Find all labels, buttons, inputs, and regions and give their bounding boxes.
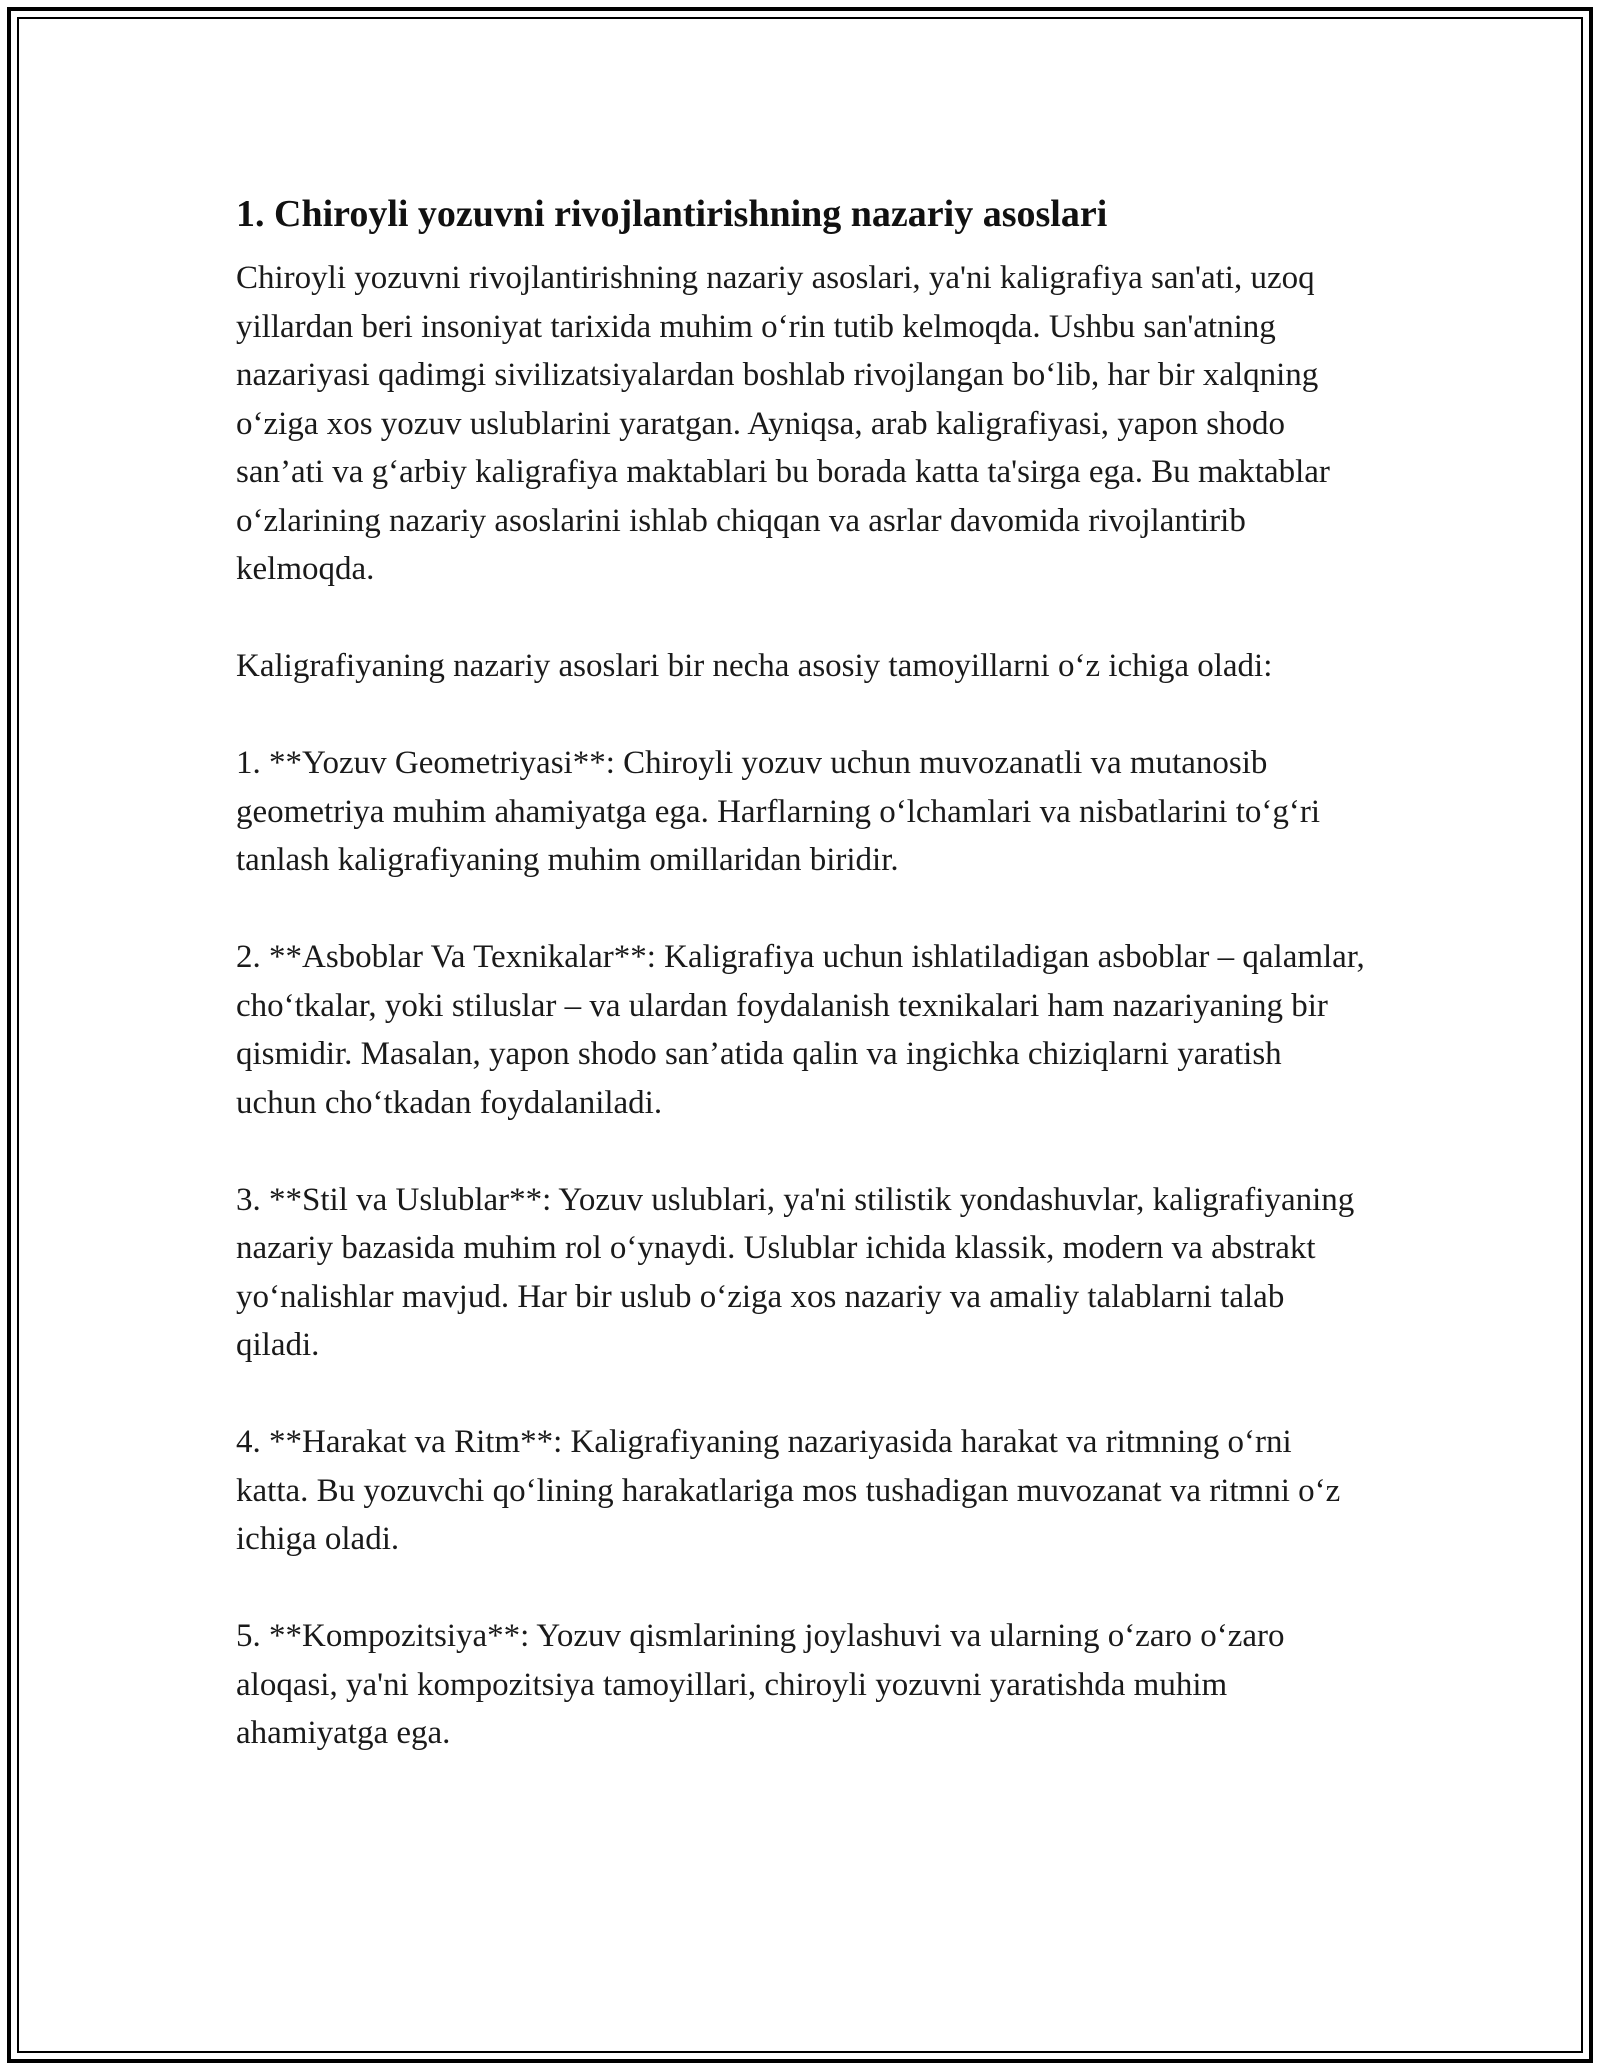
list-item-composition: 5. **Kompozitsiya**: Yozuv qismlarining joylashuvi va ularning o‘zaro o‘zaro aloqasi, ya'ni kompozitsiya tamoyillari, chiroyli yozuvni yaratishda muhim ahamiyatga ega.: [236, 1618, 1285, 1751]
list-item-tools: 2. **Asboblar Va Texnikalar**: Kaligrafiya uchun ishlatiladigan asboblar – qalamlar, cho‘tkalar, yoki stiluslar – va ulardan foydalanish texnikalari ham nazariyaning bir qismidir. Masalan, yapon shodo san’atida qalin va ingichka chiziqlarni yaratish uchun cho‘tkadan foydalaniladi.: [236, 939, 1365, 1121]
principles-intro-paragraph: Kaligrafiyaning nazariy asoslari bir necha asosiy tamoyillarni o‘z ichiga oladi:: [236, 648, 1273, 684]
document-body: [236, 188, 1366, 1806]
list-item-geometry: 1. **Yozuv Geometriyasi**: Chiroyli yozuv uchun muvozanatli va mutanosib geometriya muhim ahamiyatga ega. Harflarning o‘lchamlari va nisbatlarini to‘g‘ri tanlash kaligrafiyaning muhim omillaridan biridir.: [236, 745, 1321, 878]
list-item-rhythm: 4. **Harakat va Ritm**: Kaligrafiyaning nazariyasida harakat va ritmning o‘rni katta. Bu yozuvchi qo‘lining harakatlariga mos tushadigan muvozanat va ritmni o‘z ichiga oladi.: [236, 1424, 1341, 1557]
intro-paragraph: Chiroyli yozuvni rivojlantirishning nazariy asoslari, ya'ni kaligrafiya san'ati, uzoq yillardan beri insoniyat tarixida muhim o‘rin tutib kelmoqda. Ushbu san'atning nazariyasi qadimgi sivilizatsiyalardan boshlab rivojlangan bo‘lib, har bir xalqning o‘ziga xos yozuv uslublarini yaratgan. Ayniqsa, arab kaligrafiyasi, yapon shodo san’ati va g‘arbiy kaligrafiya maktablari bu borada katta ta'sirga ega. Bu maktablar o‘zlarining nazariy asoslarini ishlab chiqqan va asrlar davomida rivojlantirib kelmoqda.: [236, 260, 1330, 587]
page-title: 1. Chiroyli yozuvni rivojlantirishning nazariy asoslari: [236, 193, 1108, 235]
list-item-styles: 3. **Stil va Uslublar**: Yozuv uslublari, ya'ni stilistik yondashuvlar, kaligrafiyaning nazariy bazasida muhim rol o‘ynaydi. Uslublar ichida klassik, modern va abstrakt yo‘nalishlar mavjud. Har bir uslub o‘ziga xos nazariy va amaliy talablarni talab qiladi.: [236, 1181, 1355, 1363]
